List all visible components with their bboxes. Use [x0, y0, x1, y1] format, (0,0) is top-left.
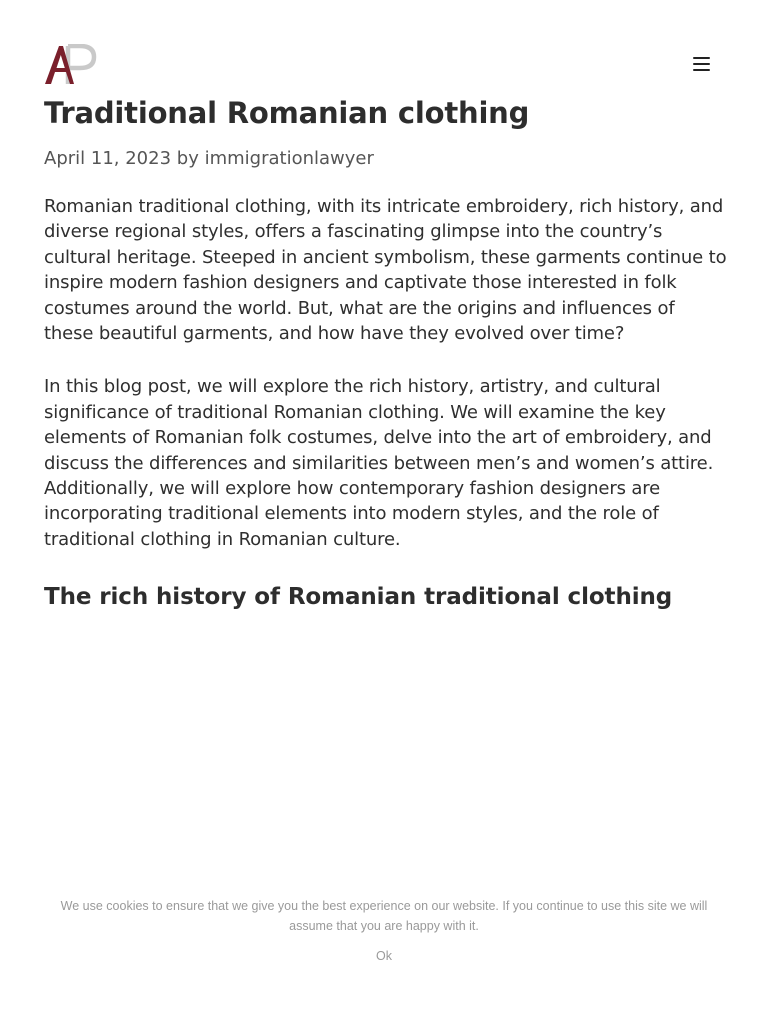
- page-title: Traditional Romanian clothing: [44, 96, 530, 130]
- post-date: April 11, 2023: [44, 148, 172, 169]
- cookie-notice-text: We use cookies to ensure that we give you the best experience on our website. If you continue to use this site we will assume that you are happy with it.: [60, 899, 708, 933]
- intro-paragraph: Romanian traditional clothing, with its intricate embroidery, rich history, and diverse regional styles, offers a fascinating glimpse into the country’s cultural heritage. Steeped in ancient symbolism, these garments continue to inspire modern fashion designers and captivate those interested in folk costumes around the world. But, what are the origins and influences of these beautiful garments, and how have they evolved over time?: [44, 196, 727, 345]
- menu-bar-top: [693, 57, 710, 59]
- site-logo[interactable]: [44, 44, 100, 86]
- cookie-notice: [40, 896, 728, 966]
- article: [44, 94, 728, 613]
- menu-bar-middle: [693, 63, 710, 65]
- by-label: by: [176, 148, 199, 169]
- site-header: [44, 44, 724, 88]
- hamburger-menu-icon[interactable]: [690, 52, 714, 76]
- ap-logo-icon: [44, 44, 100, 86]
- cookie-ok-button[interactable]: Ok: [376, 949, 392, 963]
- overview-paragraph: In this blog post, we will explore the rich history, artistry, and cultural significance of traditional Romanian clothing. We will examine the key elements of Romanian folk costumes, delve into the art of embroidery, and discuss the differences and similarities between men’s and women’s attire. Additionally, we will explore how contemporary fashion designers are incorporating traditional elements into modern styles, and the role of traditional clothing in Romanian culture.: [44, 376, 714, 550]
- post-meta: [44, 146, 728, 172]
- section-heading: The rich history of Romanian traditional clothing: [44, 584, 673, 611]
- menu-bar-bottom: [693, 69, 710, 71]
- author-link[interactable]: immigrationlawyer: [204, 148, 374, 169]
